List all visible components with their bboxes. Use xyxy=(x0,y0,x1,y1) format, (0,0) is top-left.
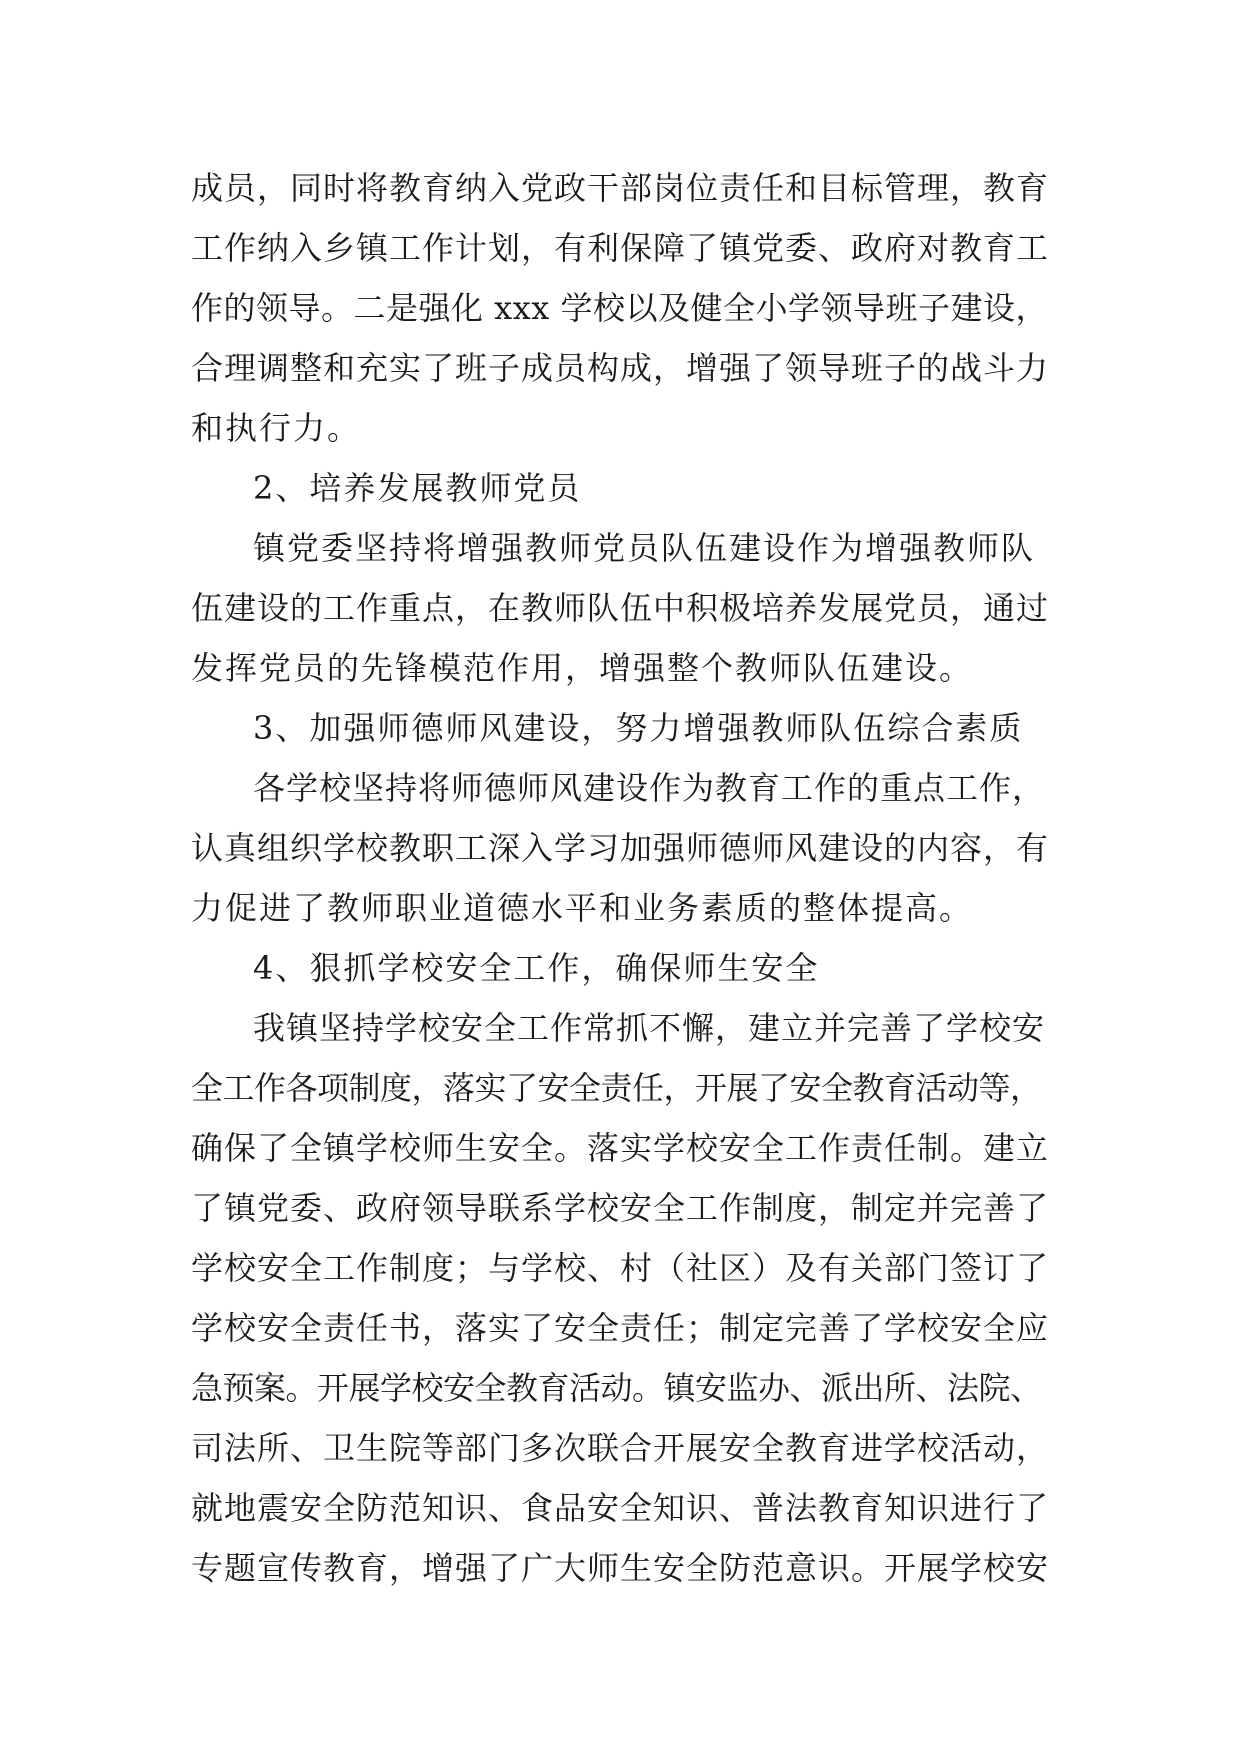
section-heading: 3、加强师德师风建设，努力增强教师队伍综合素质 xyxy=(253,709,1024,747)
text-line: 合理调整和充实了班子成员构成，增强了领导班子的战斗力 xyxy=(191,349,1050,387)
text-line: 成员，同时将教育纳入党政干部岗位责任和目标管理，教育 xyxy=(191,169,1050,207)
text-line: 作的领导。二是强化 xxx 学校以及健全小学领导班子建设， xyxy=(191,289,1048,327)
text-line: 我镇坚持学校安全工作常抓不懈，建立并完善了学校安 xyxy=(253,1009,1046,1047)
text-line: 力促进了教师职业道德水平和业务素质的整体提高。 xyxy=(191,889,974,927)
text-line: 学校安全责任书，落实了安全责任；制定完善了学校安全应 xyxy=(191,1309,1050,1347)
text-line: 司法所、卫生院等部门多次联合开展安全教育进学校活动， xyxy=(191,1429,1050,1467)
text-line: 发挥党员的先锋模范作用，增强整个教师队伍建设。 xyxy=(191,649,974,687)
text-line: 全工作各项制度，落实了安全责任，开展了安全教育活动等， xyxy=(191,1069,1042,1107)
text-line: 学校安全工作制度；与学校、村（社区）及有关部门签订了 xyxy=(191,1249,1050,1287)
text-line: 确保了全镇学校师生安全。落实学校安全工作责任制。建立 xyxy=(191,1129,1050,1167)
text-line: 伍建设的工作重点，在教师队伍中积极培养发展党员，通过 xyxy=(191,589,1050,627)
section-heading: 4、狠抓学校安全工作，确保师生安全 xyxy=(253,949,820,987)
text-line: 和执行力。 xyxy=(191,409,362,447)
section-heading: 2、培养发展教师党员 xyxy=(253,469,582,507)
text-line: 镇党委坚持将增强教师党员队伍建设作为增强教师队 xyxy=(253,529,1036,567)
text-line: 认真组织学校教职工深入学习加强师德师风建设的内容，有 xyxy=(191,829,1050,867)
text-line: 了镇党委、政府领导联系学校安全工作制度，制定并完善了 xyxy=(191,1189,1050,1227)
text-line: 各学校坚持将师德师风建设作为教育工作的重点工作， xyxy=(253,769,1046,807)
text-line: 就地震安全防范知识、食品安全知识、普法教育知识进行了 xyxy=(191,1489,1050,1527)
text-line: 工作纳入乡镇工作计划，有利保障了镇党委、政府对教育工 xyxy=(191,229,1050,267)
text-line: 专题宣传教育，增强了广大师生安全防范意识。开展学校安 xyxy=(191,1549,1050,1587)
text-line: 急预案。开展学校安全教育活动。镇安监办、派出所、法院、 xyxy=(191,1369,1042,1407)
